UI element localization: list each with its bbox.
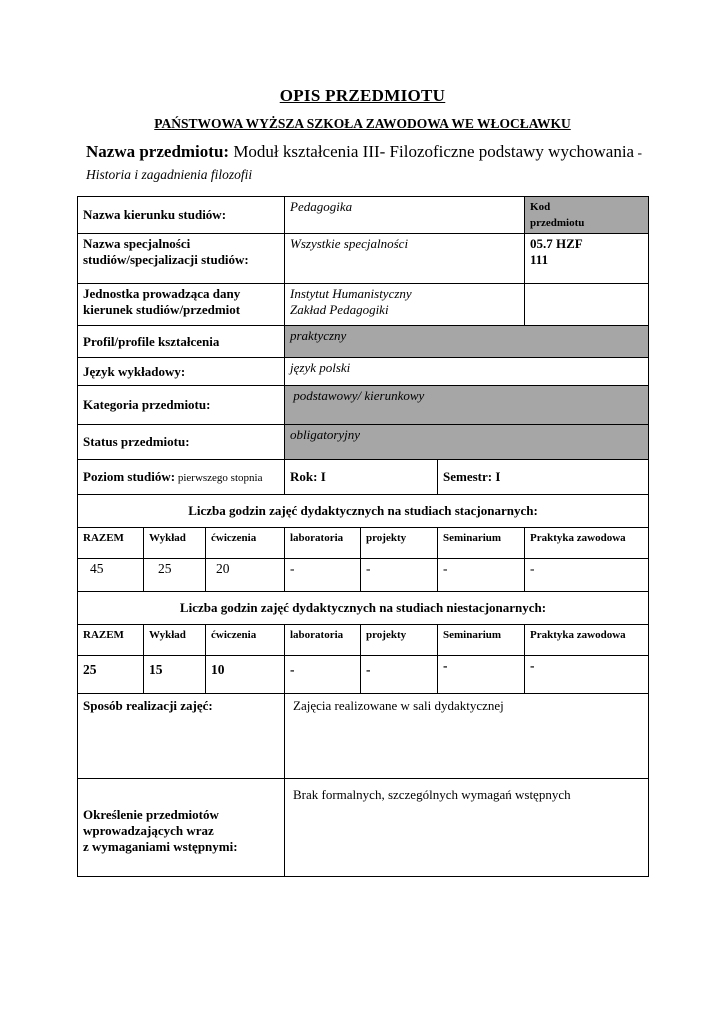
unit-value [285, 284, 525, 326]
part-time-wyklad: 15 [144, 656, 206, 694]
delivery-mode-label: Sposób realizacji zajęć: [78, 694, 285, 779]
col-header-seminarium: Seminarium [438, 625, 525, 656]
col-header-cwiczenia: ćwiczenia [206, 625, 285, 656]
year-value: Rok: I [285, 460, 438, 495]
prerequisites-label-line3: z wymaganiami wstępnymi: [83, 838, 238, 854]
prerequisites-label [78, 779, 285, 877]
full-time-values-row [78, 559, 649, 592]
subject-name: Moduł kształcenia III- Filozoficzne podstawy wychowania [229, 142, 635, 161]
status-value: obligatoryjny [285, 425, 649, 460]
col-header-praktyka: Praktyka zawodowa [525, 625, 649, 656]
specialization-value: Wszystkie specjalności [285, 234, 525, 284]
part-time-seminarium: - [438, 656, 525, 694]
subject-label: Nazwa przedmiotu: [86, 142, 230, 161]
subject-heading [86, 141, 646, 185]
col-header-wyklad: Wykład [144, 625, 206, 656]
course-code-label: Kod przedmiotu [525, 197, 649, 234]
study-level-label: Poziom studiów: [83, 468, 176, 484]
study-level-value: pierwszego stopnia [175, 471, 263, 484]
school-name: PAŃSTWOWA WYŻSZA SZKOŁA ZAWODOWA WE WŁOCŁAWKU [154, 116, 571, 131]
part-time-projekty: - [361, 656, 438, 694]
full-time-cwiczenia: 20 [206, 559, 285, 592]
profile-value: praktyczny [285, 326, 649, 358]
course-code-value: 05.7 HZF 111 [525, 234, 649, 284]
full-time-projekty: - [361, 559, 438, 592]
field-of-study-label: Nazwa kierunku studiów: [78, 197, 285, 234]
col-header-seminarium: Seminarium [438, 528, 525, 559]
semester-value: Semestr: I [438, 460, 649, 495]
col-header-laboratoria: laboratoria [285, 625, 361, 656]
document-title: OPIS PRZEDMIOTU [279, 86, 446, 105]
part-time-razem: 25 [78, 656, 144, 694]
unit-department: Zakład Pedagogiki [290, 302, 389, 317]
full-time-hours-heading: Liczba godzin zajęć dydaktycznych na studiach stacjonarnych: [78, 495, 649, 528]
study-level-cell [78, 460, 285, 495]
col-header-wyklad: Wykład [144, 528, 206, 559]
language-label: Język wykładowy: [78, 358, 285, 386]
part-time-columns-row [78, 625, 649, 656]
subject-detail: - Historia i zagadnienia filozofii [86, 145, 642, 182]
col-header-razem: RAZEM [78, 625, 144, 656]
prerequisites-label-line2: wprowadzających wraz [83, 822, 214, 838]
part-time-cwiczenia: 10 [206, 656, 285, 694]
category-value: podstawowy/ kierunkowy [285, 386, 649, 425]
prerequisites-value: Brak formalnych, szczególnych wymagań wstępnych [285, 779, 649, 877]
field-of-study-value: Pedagogika [285, 197, 525, 234]
unit-empty-cell [525, 284, 649, 326]
prerequisites-label-line1: Określenie przedmiotów [83, 806, 219, 822]
unit-label: Jednostka prowadząca dany kierunek studiów/przedmiot [78, 284, 285, 326]
full-time-seminarium: - [438, 559, 525, 592]
category-label: Kategoria przedmiotu: [78, 386, 285, 425]
course-description-table [77, 196, 649, 877]
profile-label: Profil/profile kształcenia [78, 326, 285, 358]
full-time-columns-row [78, 528, 649, 559]
col-header-laboratoria: laboratoria [285, 528, 361, 559]
col-header-cwiczenia: ćwiczenia [206, 528, 285, 559]
part-time-hours-heading: Liczba godzin zajęć dydaktycznych na studiach niestacjonarnych: [78, 592, 649, 625]
specialization-label: Nazwa specjalności studiów/specjalizacji studiów: [78, 234, 285, 284]
col-header-projekty: projekty [361, 625, 438, 656]
status-label: Status przedmiotu: [78, 425, 285, 460]
part-time-laboratoria: - [285, 656, 361, 694]
delivery-mode-value: Zajęcia realizowane w sali dydaktycznej [285, 694, 649, 779]
full-time-razem: 45 [78, 559, 144, 592]
full-time-praktyka: - [525, 559, 649, 592]
col-header-razem: RAZEM [78, 528, 144, 559]
part-time-praktyka: - [525, 656, 649, 694]
unit-institute: Instytut Humanistyczny [290, 286, 412, 301]
full-time-wyklad: 25 [144, 559, 206, 592]
part-time-values-row [78, 656, 649, 694]
language-value: język polski [285, 358, 649, 386]
full-time-laboratoria: - [285, 559, 361, 592]
col-header-praktyka: Praktyka zawodowa [525, 528, 649, 559]
col-header-projekty: projekty [361, 528, 438, 559]
